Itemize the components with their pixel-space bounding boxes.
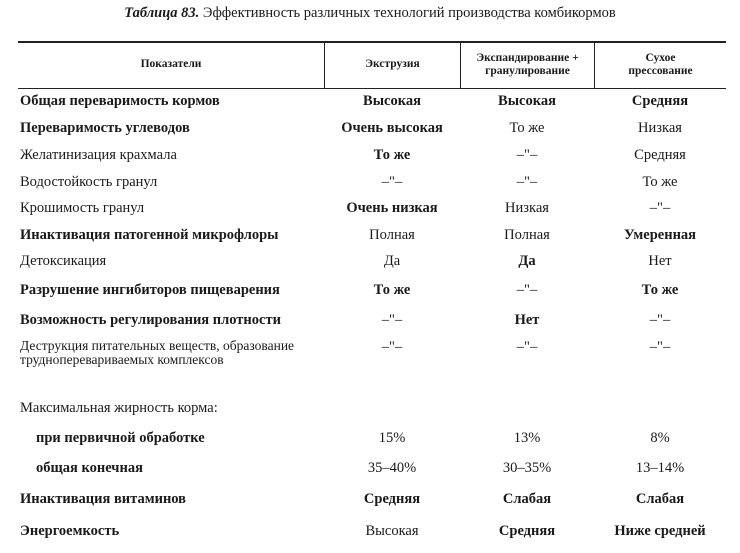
cell-expanding: Низкая — [505, 200, 549, 216]
cell-expanding: –"– — [516, 147, 538, 163]
header-extrusion — [325, 42, 460, 88]
row-label: Желатинизация крахмала — [20, 147, 177, 163]
cell-extrusion: Очень низкая — [346, 200, 438, 216]
cell-dry-pressing: То же — [642, 174, 678, 190]
cell-dry-pressing: Умеренная — [623, 227, 697, 243]
cell-extrusion: Средняя — [363, 491, 421, 507]
cell-extrusion: 35–40% — [367, 460, 417, 476]
cell-extrusion: Да — [383, 253, 401, 269]
cell-extrusion: 15% — [378, 430, 406, 446]
table-header-rule — [18, 88, 726, 89]
row-label: Разрушение ингибиторов пищеварения — [20, 282, 280, 298]
cell-extrusion: Высокая — [365, 523, 419, 539]
cell-dry-pressing: 13–14% — [635, 460, 685, 476]
cell-dry-pressing: –"– — [649, 339, 671, 355]
header-indicators — [18, 42, 324, 88]
cell-extrusion: То же — [373, 282, 411, 298]
header-extrusion-label: Экструзия — [365, 58, 420, 71]
row-label: Водостойкость гранул — [20, 174, 158, 190]
cell-expanding: Высокая — [498, 93, 556, 109]
cell-dry-pressing: Нет — [648, 253, 672, 269]
row-label: Крошимость гранул — [20, 200, 145, 216]
cell-dry-pressing: –"– — [649, 200, 671, 216]
row-label: при первичной обработке — [36, 430, 205, 446]
cell-extrusion: –"– — [381, 174, 403, 190]
caption-title: Эффективность различных технологий производства комбикормов — [202, 5, 616, 21]
cell-dry-pressing: Средняя — [634, 147, 686, 163]
cell-extrusion: Очень высокая — [341, 120, 443, 136]
row-label: Общая переваримость кормов — [20, 93, 220, 109]
cell-dry-pressing: –"– — [649, 312, 671, 328]
cell-extrusion: –"– — [381, 339, 403, 355]
cell-extrusion: То же — [373, 147, 411, 163]
cell-extrusion: –"– — [381, 312, 403, 328]
row-label: Энергоемкость — [20, 523, 120, 539]
row-label: Возможность регулирования плотности — [20, 312, 281, 328]
caption-label: Таблица 83. — [124, 5, 200, 21]
cell-dry-pressing: Низкая — [638, 120, 682, 136]
cell-extrusion: Полная — [369, 227, 415, 243]
cell-dry-pressing: То же — [641, 282, 679, 298]
cell-expanding: Да — [518, 253, 536, 269]
row-label: Инактивация патогенной микрофлоры — [20, 227, 279, 243]
row-label: Инактивация витаминов — [20, 491, 187, 507]
cell-expanding: 30–35% — [502, 460, 552, 476]
cell-expanding: –"– — [516, 174, 538, 190]
cell-expanding: Слабая — [502, 491, 552, 507]
header-expanding-line2: гранулирование — [485, 65, 570, 77]
cell-expanding: То же — [509, 120, 545, 136]
cell-dry-pressing: Средняя — [631, 93, 689, 109]
cell-dry-pressing: Слабая — [635, 491, 685, 507]
row-label: Максимальная жирность корма: — [20, 400, 218, 416]
row-label: общая конечная — [36, 460, 143, 476]
header-dry-pressing-line1: Сухое — [645, 51, 676, 64]
cell-expanding: Средняя — [498, 523, 556, 539]
header-dry-pressing-line2: прессование — [628, 65, 693, 77]
row-label: Переваримость углеводов — [20, 120, 190, 136]
header-expanding-line1: Экспандирование + — [476, 51, 579, 64]
row-label: Деструкция питательных веществ, образование трудноперевариваемых комплексов — [20, 338, 295, 367]
cell-expanding: –"– — [516, 282, 538, 298]
row-label: Детоксикация — [20, 253, 107, 269]
cell-expanding: –"– — [516, 339, 538, 355]
cell-dry-pressing: 8% — [650, 430, 670, 446]
header-indicators-label: Показатели — [140, 58, 202, 71]
cell-extrusion: Высокая — [363, 93, 421, 109]
header-expanding — [461, 42, 594, 88]
cell-dry-pressing: Ниже средней — [614, 523, 706, 539]
header-dry-pressing — [595, 42, 726, 88]
cell-expanding: Нет — [514, 312, 540, 328]
cell-expanding: Полная — [504, 227, 550, 243]
cell-expanding: 13% — [513, 430, 541, 446]
table-caption — [0, 5, 740, 22]
